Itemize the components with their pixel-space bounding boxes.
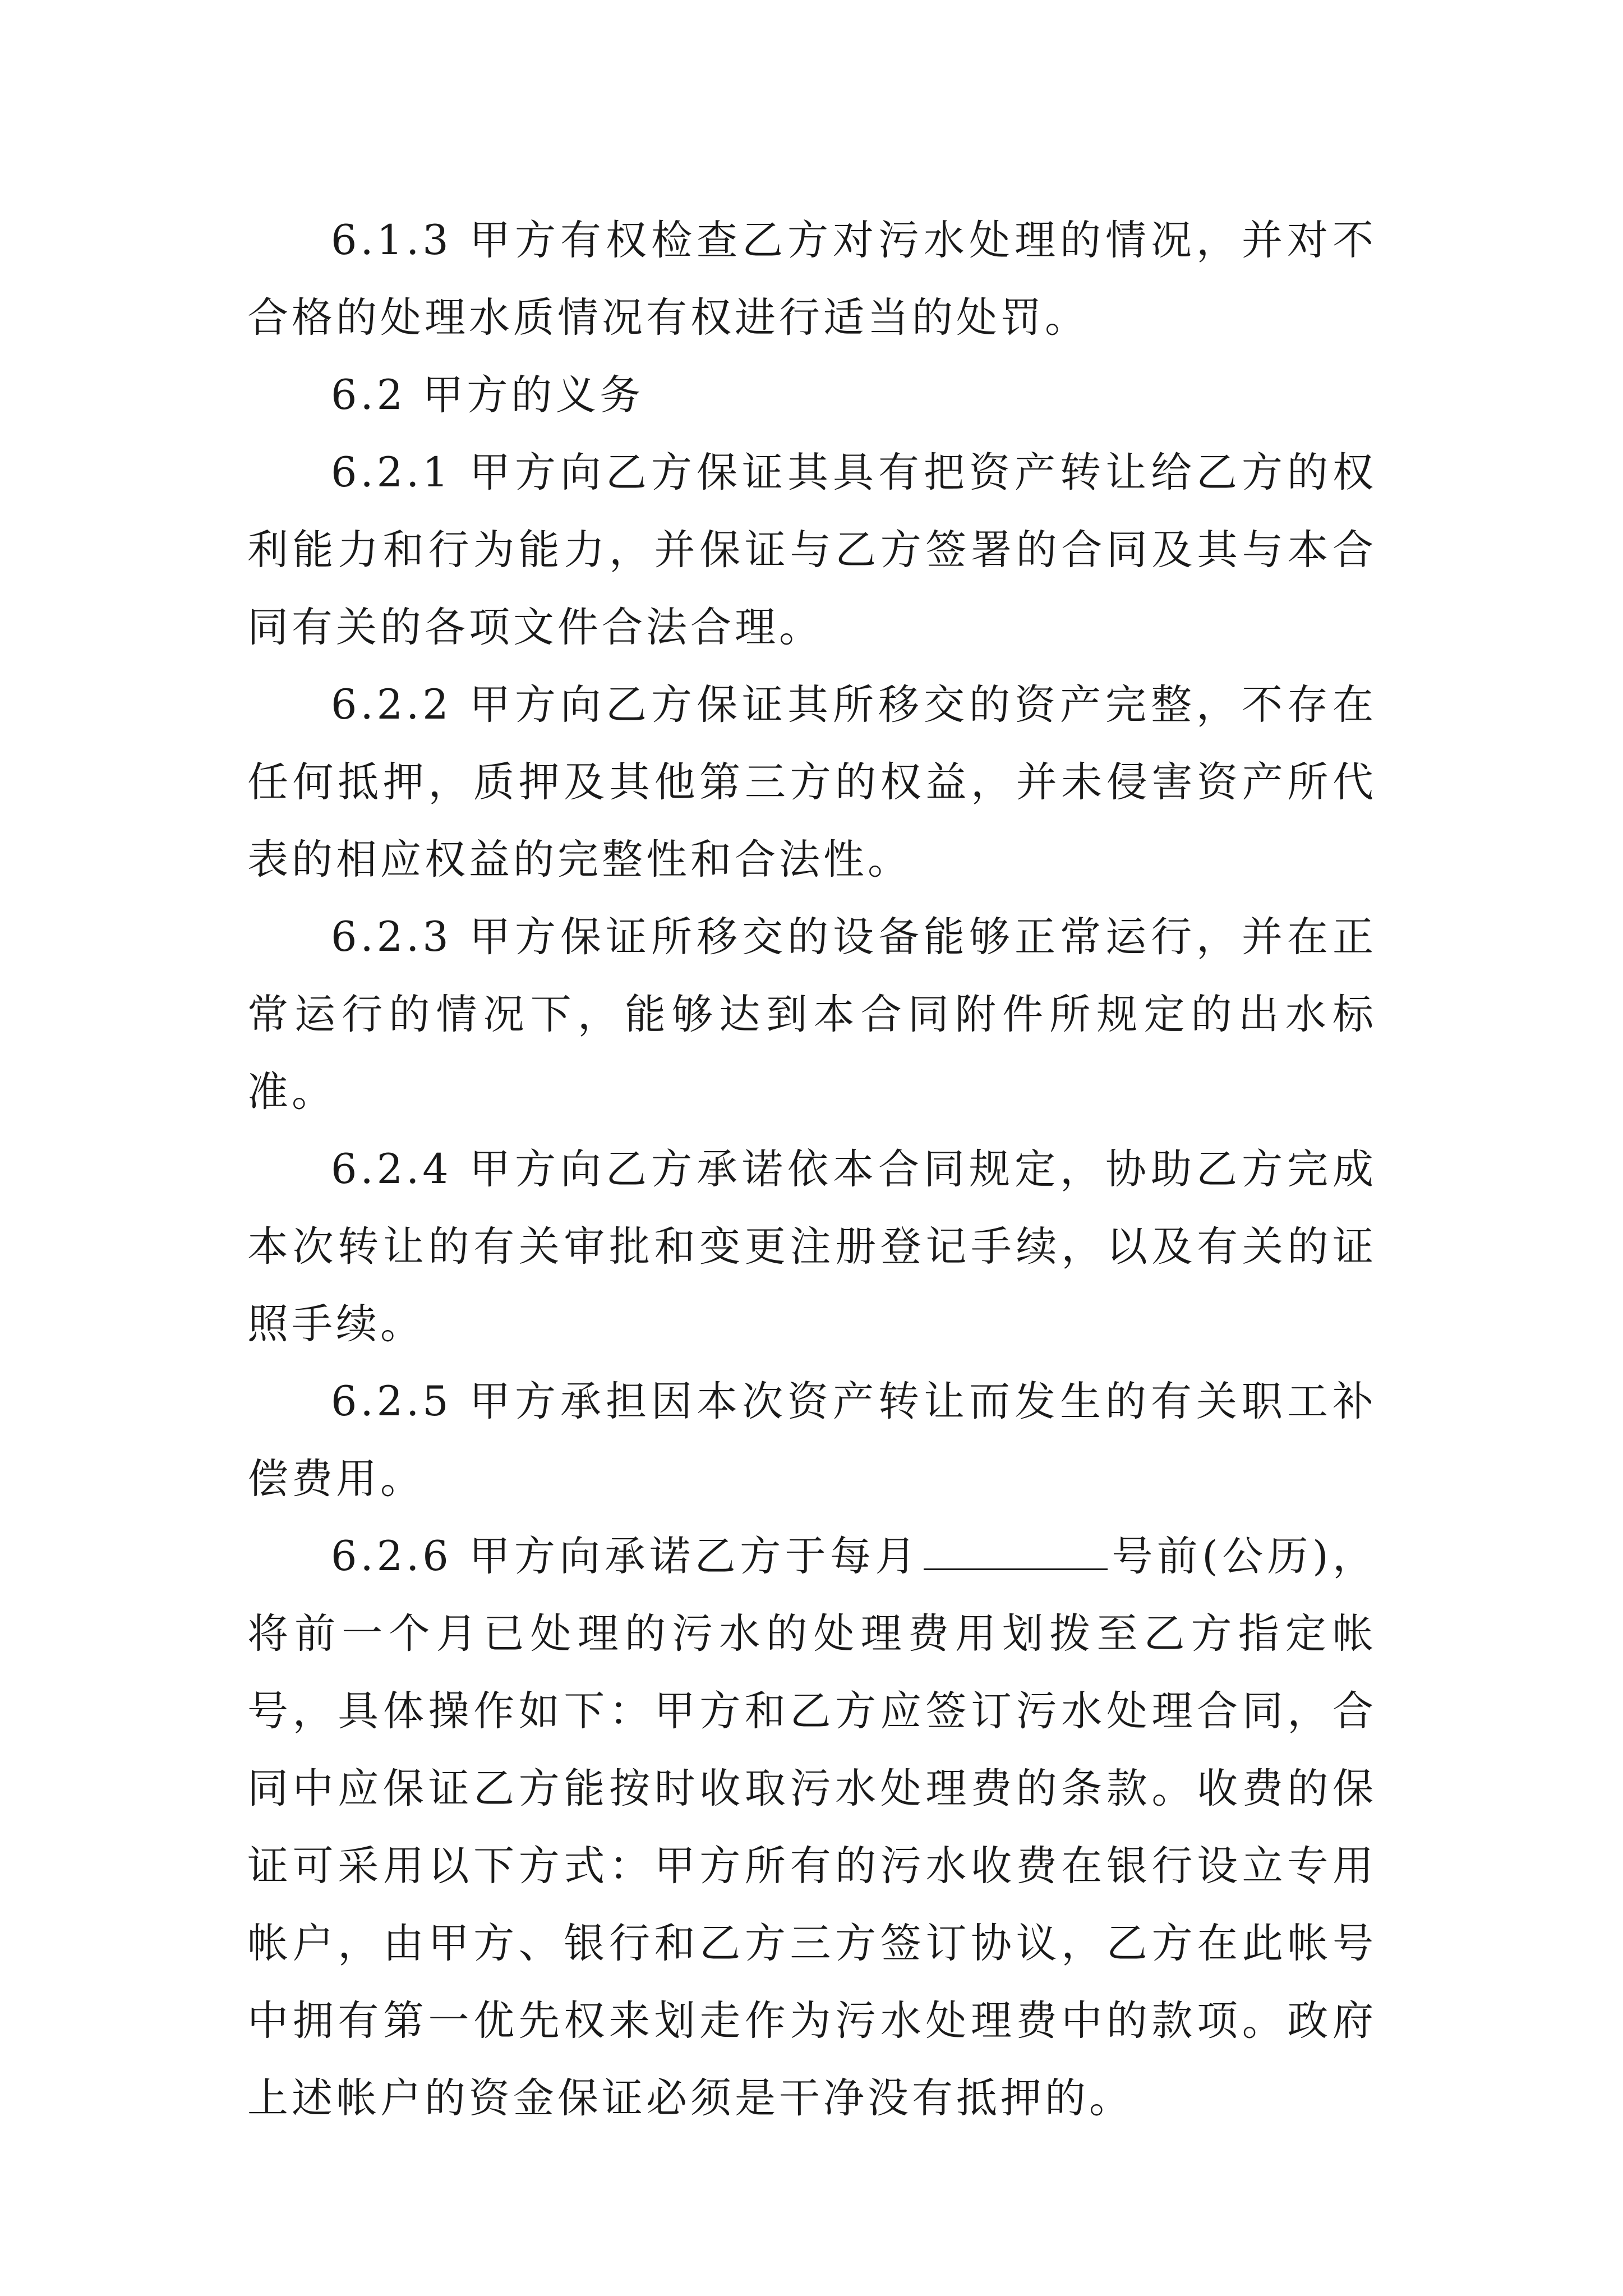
section-heading-6-2: 6.2 甲方的义务 xyxy=(331,371,644,419)
clause-6-2-6-lead: 6.2.6 甲方向承诺乙方于每月 xyxy=(331,1533,920,1580)
day-of-month-blank xyxy=(924,1535,1108,1570)
clause-6-2-4: 6.2.4 甲方向乙方承诺依本合同规定，协助乙方完成本次转让的有关审批和变更注册登记手续，以及有关的证照手续。 xyxy=(247,1145,1377,1348)
clause-6-2-3: 6.2.3 甲方保证所移交的设备能够正常运行，并在正常运行的情况下，能够达到本合同附件所规定的出水标准。 xyxy=(247,913,1377,1116)
clause-6-2-6 xyxy=(247,1518,1377,2137)
clause-6-2-5: 6.2.5 甲方承担因本次资产转让而发生的有关职工补偿费用。 xyxy=(247,1378,1377,1503)
clause-6-2-2: 6.2.2 甲方向乙方保证其所移交的资产完整，不存在任何抵押，质押及其他第三方的权益，并未侵害资产所代表的相应权益的完整性和合法性。 xyxy=(247,681,1377,884)
document-body xyxy=(247,202,1377,2137)
clause-6-2-6-rest: 号前(公历)，将前一个月已处理的污水的处理费用划拨至乙方指定帐号，具体操作如下：甲方和乙方应签订污水处理合同，合同中应保证乙方能按时收取污水处理费的条款。收费的保证可采用以下方式：甲方所有的污水收费在银行设立专用帐户，由甲方、银行和乙方三方签订协议，乙方在此帐号中拥有第一优先权来划走作为污水处理费中的款项。政府上述帐户的资金保证必须是干净没有抵押的。 xyxy=(247,1533,1377,2122)
clause-6-2-1: 6.2.1 甲方向乙方保证其具有把资产转让给乙方的权利能力和行为能力，并保证与乙方签署的合同及其与本合同有关的各项文件合法合理。 xyxy=(247,449,1377,651)
clause-6-1-3: 6.1.3 甲方有权检查乙方对污水处理的情况，并对不合格的处理水质情况有权进行适当的处罚。 xyxy=(247,217,1377,342)
